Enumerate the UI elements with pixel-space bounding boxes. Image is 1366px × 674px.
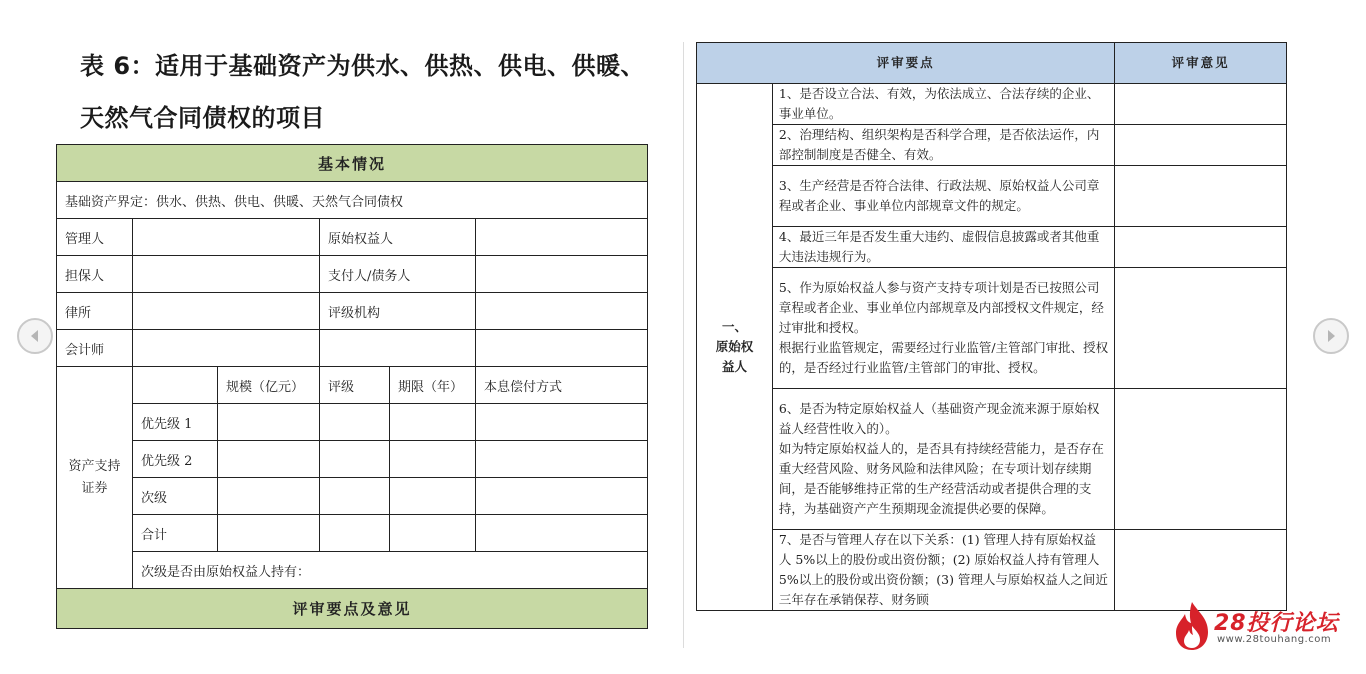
flame-icon xyxy=(1172,600,1212,652)
opinion-cell xyxy=(1115,227,1287,268)
asset-definition-cell: 基础资产界定：供水、供热、供电、供暖、天然气合同债权 xyxy=(57,182,648,219)
table-row xyxy=(697,227,1287,268)
manager-label: 管理人 xyxy=(57,219,133,256)
opinion-cell xyxy=(1115,125,1287,166)
table-row xyxy=(697,125,1287,166)
table-row xyxy=(697,268,1287,389)
opinion-cell xyxy=(1115,166,1287,227)
tranche-label: 优先级 1 xyxy=(133,404,218,441)
basic-info-header: 基本情况 xyxy=(57,145,648,182)
col-review-points-header: 评审要点 xyxy=(697,43,1115,84)
logo-url: www.28touhang.com xyxy=(1217,634,1332,645)
table-row xyxy=(57,515,648,552)
empty-cell xyxy=(320,330,476,367)
table-row xyxy=(57,404,648,441)
tranche-label: 次级 xyxy=(133,478,218,515)
table-row xyxy=(57,330,648,367)
guarantor-label: 担保人 xyxy=(57,256,133,293)
basic-info-table xyxy=(56,144,648,629)
manager-value-cell xyxy=(133,219,320,256)
table-row xyxy=(57,552,648,589)
table-row xyxy=(697,389,1287,530)
review-item: 1、是否设立合法、有效，为依法成立、合法存续的企业、事业单位。 xyxy=(772,84,1114,125)
table-row xyxy=(57,219,648,256)
review-item: 6、是否为特定原始权益人（基础资产现金流来源于原始权益人经营性收入的）。 如为特定原始权益人的，是否具有持续经营能力，是否存在重大经营风险、财务风险和法律风险；在专项计划存续期间，是否能够维持正常的生产经营活动或者提供合理的支持，为基础资产产生预期现金流提供必要的保障。 xyxy=(772,389,1114,530)
tranche-label: 合计 xyxy=(133,515,218,552)
review-item: 3、生产经营是否符合法律、行政法规、原始权益人公司章程或者企业、事业单位内部规章文件的规定。 xyxy=(772,166,1114,227)
payer-label: 支付人/债务人 xyxy=(320,256,476,293)
document-title-line-1: 表 6：适用于基础资产为供水、供热、供电、供暖、 xyxy=(80,52,646,80)
opinion-cell xyxy=(1115,389,1287,530)
table-row xyxy=(57,293,648,330)
review-points-header: 评审要点及意见 xyxy=(57,589,648,629)
next-page-button[interactable] xyxy=(1313,318,1349,354)
page-divider xyxy=(683,42,684,648)
col-term-header: 期限（年） xyxy=(390,367,476,404)
forum-logo[interactable] xyxy=(1170,600,1346,656)
review-item: 5、作为原始权益人参与资产支持专项计划是否已按照公司章程或者企业、事业单位内部规章及内部授权文件规定，经过审批和授权。 根据行业监管规定，需要经过行业监管/主管部门审批、授权的，是否经过行业监管/主管部门的审批、授权。 xyxy=(772,268,1114,389)
accountant-value-cell xyxy=(133,330,320,367)
originator-label: 原始权益人 xyxy=(320,219,476,256)
previous-page-button[interactable] xyxy=(17,318,53,354)
table-row xyxy=(57,367,648,404)
right-page xyxy=(696,42,1287,611)
originator-value-cell xyxy=(476,219,648,256)
col-scale-header: 规模（亿元） xyxy=(218,367,320,404)
table-row xyxy=(697,84,1287,125)
col-rating-header: 评级 xyxy=(320,367,390,404)
col-repayment-header: 本息偿付方式 xyxy=(476,367,648,404)
category-originator: 一、 原始权 益人 xyxy=(697,84,773,611)
table-row xyxy=(57,478,648,515)
law-firm-value-cell xyxy=(133,293,320,330)
review-item: 4、最近三年是否发生重大违约、虚假信息披露或者其他重大违法违规行为。 xyxy=(772,227,1114,268)
empty-cell xyxy=(476,330,648,367)
opinion-cell xyxy=(1115,530,1287,611)
accountant-label: 会计师 xyxy=(57,330,133,367)
left-page xyxy=(56,40,647,618)
empty-cell xyxy=(133,367,218,404)
law-firm-label: 律所 xyxy=(57,293,133,330)
table-row xyxy=(57,441,648,478)
opinion-cell xyxy=(1115,84,1287,125)
rating-agency-label: 评级机构 xyxy=(320,293,476,330)
col-review-opinion-header: 评审意见 xyxy=(1115,43,1287,84)
abs-label: 资产支持证券 xyxy=(57,367,133,589)
logo-name: 28投行论坛 xyxy=(1214,611,1339,636)
table-row xyxy=(697,166,1287,227)
table-row xyxy=(697,530,1287,611)
chevron-left-icon xyxy=(27,328,43,344)
rating-agency-value-cell xyxy=(476,293,648,330)
review-points-table xyxy=(696,42,1287,611)
review-item: 2、治理结构、组织架构是否科学合理，是否依法运作，内部控制制度是否健全、有效。 xyxy=(772,125,1114,166)
opinion-cell xyxy=(1115,268,1287,389)
guarantor-value-cell xyxy=(133,256,320,293)
table-row xyxy=(57,256,648,293)
tranche-label: 优先级 2 xyxy=(133,441,218,478)
payer-value-cell xyxy=(476,256,648,293)
chevron-right-icon xyxy=(1323,328,1339,344)
subordinate-holder-note: 次级是否由原始权益人持有： xyxy=(133,552,648,589)
review-item: 7、是否与管理人存在以下关系：(1) 管理人持有原始权益人 5%以上的股份或出资份额；(2) 原始权益人持有管理人 5%以上的股份或出资份额；(3) 管理人与原始权益人之间近三年存在承销保荐、财务顾 xyxy=(772,530,1114,611)
document-title-line-2: 天然气合同债权的项目 xyxy=(80,104,325,132)
